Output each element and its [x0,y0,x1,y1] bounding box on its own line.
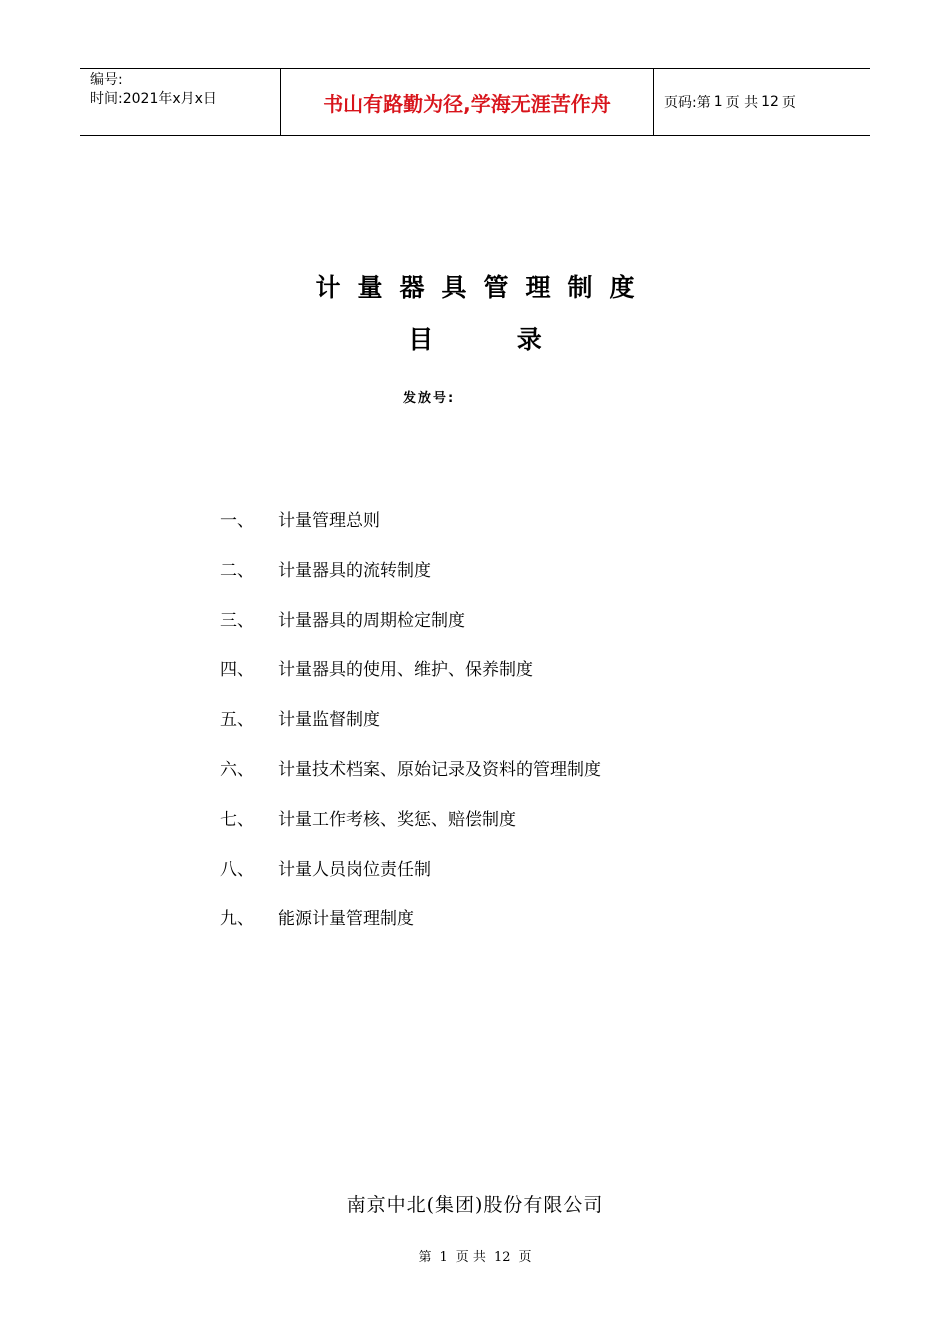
header-meta-cell [80,69,281,135]
toc-item [220,606,820,656]
toc-item-text: 计量器具的使用、维护、保养制度 [278,660,533,681]
company-name: 南京中北(集团)股份有限公司 [346,1194,604,1216]
toc-item [220,655,820,705]
subtitle-left: 目 [408,325,434,354]
toc-item-text: 计量工作考核、奖惩、赔偿制度 [278,809,516,830]
toc-item-text: 计量器具的周期检定制度 [278,610,465,631]
footer-total: 12 [493,1250,511,1265]
issue-number-label: 发放号: [403,391,456,406]
header-page-suffix: 页 [781,95,796,111]
header-page-total: 12 [761,94,779,110]
toc-item-number: 四、 [220,660,254,681]
footer-prefix: 第 [418,1250,432,1265]
toc-item [220,506,820,556]
toc-item-number: 九、 [220,909,254,930]
toc-item-number: 六、 [220,759,254,780]
header-motto-cell [281,69,654,135]
toc-item [220,805,820,855]
toc-item-number: 一、 [220,511,254,531]
toc-item [220,705,820,755]
toc-item-text: 计量人员岗位责任制 [278,859,431,880]
header-page-label: 页码:第 [664,95,711,111]
header-page-current: 1 [713,94,723,110]
document-title: 计量器具管理制度 [315,273,652,302]
header-number-label: 编号: [90,72,123,88]
toc-item-number: 七、 [220,809,254,830]
toc-item [220,556,820,606]
page-footer [0,1246,950,1265]
header-motto: 书山有路勤为径,学海无涯苦作舟 [323,91,611,116]
toc-item-text: 计量管理总则 [278,511,380,531]
header-time-label: 时间:2021年x月x日 [90,91,217,107]
toc-item [220,855,820,905]
subtitle-right: 录 [516,325,542,354]
toc-item-text: 计量监督制度 [278,710,380,731]
toc-item-number: 三、 [220,610,254,631]
toc-item-text: 计量器具的流转制度 [278,560,431,581]
header-page-mid: 页 共 [725,95,759,111]
document-subtitle [0,320,950,356]
footer-current: 1 [439,1250,448,1265]
footer-mid: 页 共 [455,1250,486,1265]
toc-item-number: 八、 [220,859,254,880]
footer-suffix: 页 [518,1250,532,1265]
table-of-contents [220,506,820,954]
toc-item [220,755,820,805]
toc-item [220,904,820,954]
page-header [80,68,870,136]
header-page-cell [654,69,870,135]
toc-item-text: 计量技术档案、原始记录及资料的管理制度 [278,759,601,780]
toc-item-text: 能源计量管理制度 [278,909,414,930]
toc-item-number: 二、 [220,560,254,581]
toc-item-number: 五、 [220,710,254,731]
